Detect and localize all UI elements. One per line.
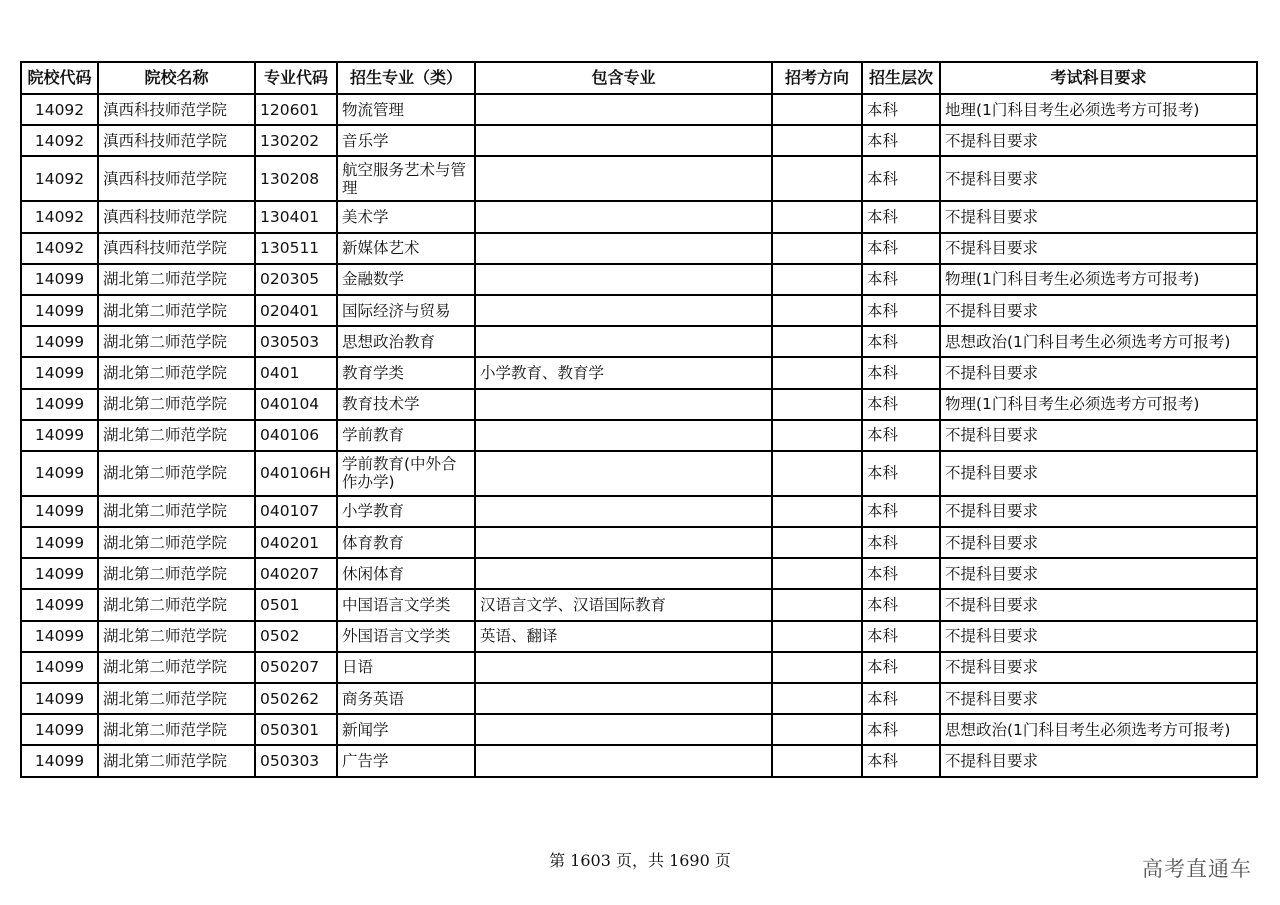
table-row bbox=[21, 621, 1257, 652]
cell-major-code: 130208 bbox=[255, 156, 337, 201]
cell-level: 本科 bbox=[862, 201, 940, 232]
header-school-code: 院校代码 bbox=[21, 62, 98, 94]
cell-school-code: 14099 bbox=[21, 357, 98, 388]
cell-level: 本科 bbox=[862, 420, 940, 451]
cell-school-code: 14099 bbox=[21, 326, 98, 357]
cell-major-code: 0501 bbox=[255, 589, 337, 620]
cell-school-name: 滇西科技师范学院 bbox=[98, 201, 255, 232]
cell-major: 国际经济与贸易 bbox=[337, 295, 475, 326]
cell-requirement: 不提科目要求 bbox=[940, 527, 1257, 558]
cell-major-code: 130202 bbox=[255, 125, 337, 156]
cell-major-code: 130511 bbox=[255, 233, 337, 264]
cell-level: 本科 bbox=[862, 94, 940, 125]
cell-requirement: 不提科目要求 bbox=[940, 125, 1257, 156]
cell-school-name: 湖北第二师范学院 bbox=[98, 527, 255, 558]
cell-includes bbox=[475, 420, 772, 451]
cell-school-code: 14092 bbox=[21, 233, 98, 264]
cell-major-code: 040107 bbox=[255, 496, 337, 527]
cell-major-code: 050301 bbox=[255, 714, 337, 745]
cell-direction bbox=[772, 683, 862, 714]
cell-level: 本科 bbox=[862, 683, 940, 714]
cell-school-code: 14099 bbox=[21, 714, 98, 745]
cell-major-code: 040104 bbox=[255, 389, 337, 420]
table-row bbox=[21, 389, 1257, 420]
cell-school-name: 滇西科技师范学院 bbox=[98, 156, 255, 201]
cell-requirement: 不提科目要求 bbox=[940, 451, 1257, 496]
table-row bbox=[21, 264, 1257, 295]
cell-major-code: 0502 bbox=[255, 621, 337, 652]
cell-school-code: 14099 bbox=[21, 389, 98, 420]
cell-school-code: 14092 bbox=[21, 125, 98, 156]
cell-includes bbox=[475, 714, 772, 745]
cell-school-name: 湖北第二师范学院 bbox=[98, 451, 255, 496]
cell-direction bbox=[772, 156, 862, 201]
cell-requirement: 物理(1门科目考生必须选考方可报考) bbox=[940, 264, 1257, 295]
cell-includes bbox=[475, 125, 772, 156]
cell-requirement: 不提科目要求 bbox=[940, 295, 1257, 326]
cell-major: 小学教育 bbox=[337, 496, 475, 527]
cell-major-code: 050262 bbox=[255, 683, 337, 714]
cell-major: 外国语言文学类 bbox=[337, 621, 475, 652]
cell-level: 本科 bbox=[862, 527, 940, 558]
cell-major: 航空服务艺术与管理 bbox=[337, 156, 475, 201]
cell-major: 金融数学 bbox=[337, 264, 475, 295]
cell-direction bbox=[772, 621, 862, 652]
cell-level: 本科 bbox=[862, 357, 940, 388]
cell-level: 本科 bbox=[862, 233, 940, 264]
cell-major-code: 050207 bbox=[255, 652, 337, 683]
table-row bbox=[21, 295, 1257, 326]
cell-school-code: 14099 bbox=[21, 683, 98, 714]
cell-school-code: 14092 bbox=[21, 156, 98, 201]
cell-school-name: 湖北第二师范学院 bbox=[98, 389, 255, 420]
cell-major-code: 020401 bbox=[255, 295, 337, 326]
header-includes: 包含专业 bbox=[475, 62, 772, 94]
cell-direction bbox=[772, 326, 862, 357]
cell-major-code: 030503 bbox=[255, 326, 337, 357]
cell-school-code: 14099 bbox=[21, 652, 98, 683]
cell-level: 本科 bbox=[862, 326, 940, 357]
cell-major: 物流管理 bbox=[337, 94, 475, 125]
cell-level: 本科 bbox=[862, 156, 940, 201]
cell-direction bbox=[772, 745, 862, 776]
cell-school-name: 滇西科技师范学院 bbox=[98, 125, 255, 156]
cell-direction bbox=[772, 389, 862, 420]
cell-includes bbox=[475, 496, 772, 527]
cell-major: 新媒体艺术 bbox=[337, 233, 475, 264]
cell-major: 休闲体育 bbox=[337, 558, 475, 589]
cell-requirement: 地理(1门科目考生必须选考方可报考) bbox=[940, 94, 1257, 125]
table-row bbox=[21, 527, 1257, 558]
table-body bbox=[21, 94, 1257, 777]
table-row bbox=[21, 233, 1257, 264]
cell-school-name: 湖北第二师范学院 bbox=[98, 683, 255, 714]
cell-direction bbox=[772, 527, 862, 558]
cell-school-name: 湖北第二师范学院 bbox=[98, 420, 255, 451]
cell-major: 美术学 bbox=[337, 201, 475, 232]
header-direction: 招考方向 bbox=[772, 62, 862, 94]
cell-major-code: 040207 bbox=[255, 558, 337, 589]
cell-school-code: 14099 bbox=[21, 589, 98, 620]
table-row bbox=[21, 714, 1257, 745]
cell-school-code: 14099 bbox=[21, 420, 98, 451]
header-major-code: 专业代码 bbox=[255, 62, 337, 94]
header-level: 招生层次 bbox=[862, 62, 940, 94]
cell-includes bbox=[475, 233, 772, 264]
cell-school-code: 14099 bbox=[21, 264, 98, 295]
table-row bbox=[21, 558, 1257, 589]
cell-includes bbox=[475, 326, 772, 357]
cell-school-name: 湖北第二师范学院 bbox=[98, 745, 255, 776]
cell-includes bbox=[475, 201, 772, 232]
cell-level: 本科 bbox=[862, 589, 940, 620]
header-row bbox=[21, 62, 1257, 94]
cell-school-name: 湖北第二师范学院 bbox=[98, 621, 255, 652]
cell-major: 学前教育(中外合作办学) bbox=[337, 451, 475, 496]
header-major: 招生专业（类） bbox=[337, 62, 475, 94]
cell-level: 本科 bbox=[862, 745, 940, 776]
table-row bbox=[21, 201, 1257, 232]
cell-school-code: 14099 bbox=[21, 745, 98, 776]
cell-school-name: 湖北第二师范学院 bbox=[98, 357, 255, 388]
table-row bbox=[21, 357, 1257, 388]
cell-direction bbox=[772, 496, 862, 527]
cell-includes bbox=[475, 558, 772, 589]
table-row bbox=[21, 451, 1257, 496]
cell-major-code: 040106H bbox=[255, 451, 337, 496]
cell-requirement: 不提科目要求 bbox=[940, 233, 1257, 264]
cell-school-name: 湖北第二师范学院 bbox=[98, 589, 255, 620]
cell-requirement: 不提科目要求 bbox=[940, 496, 1257, 527]
cell-includes bbox=[475, 745, 772, 776]
cell-direction bbox=[772, 451, 862, 496]
table-row bbox=[21, 326, 1257, 357]
page-number: 第 1603 页，共 1690 页 bbox=[549, 851, 731, 870]
cell-level: 本科 bbox=[862, 714, 940, 745]
cell-major: 思想政治教育 bbox=[337, 326, 475, 357]
cell-requirement: 不提科目要求 bbox=[940, 652, 1257, 683]
cell-school-code: 14099 bbox=[21, 621, 98, 652]
cell-major-code: 040106 bbox=[255, 420, 337, 451]
header-requirement: 考试科目要求 bbox=[940, 62, 1257, 94]
cell-direction bbox=[772, 357, 862, 388]
cell-major-code: 120601 bbox=[255, 94, 337, 125]
cell-requirement: 不提科目要求 bbox=[940, 589, 1257, 620]
cell-includes bbox=[475, 683, 772, 714]
cell-school-code: 14099 bbox=[21, 496, 98, 527]
cell-major: 学前教育 bbox=[337, 420, 475, 451]
table-row bbox=[21, 94, 1257, 125]
cell-school-code: 14099 bbox=[21, 558, 98, 589]
cell-school-code: 14099 bbox=[21, 451, 98, 496]
cell-requirement: 思想政治(1门科目考生必须选考方可报考) bbox=[940, 326, 1257, 357]
cell-direction bbox=[772, 714, 862, 745]
cell-includes bbox=[475, 264, 772, 295]
cell-major-code: 0401 bbox=[255, 357, 337, 388]
cell-major-code: 130401 bbox=[255, 201, 337, 232]
cell-level: 本科 bbox=[862, 652, 940, 683]
cell-level: 本科 bbox=[862, 621, 940, 652]
cell-level: 本科 bbox=[862, 389, 940, 420]
admissions-table bbox=[20, 61, 1258, 778]
cell-requirement: 不提科目要求 bbox=[940, 420, 1257, 451]
cell-school-name: 湖北第二师范学院 bbox=[98, 264, 255, 295]
cell-includes bbox=[475, 295, 772, 326]
cell-level: 本科 bbox=[862, 264, 940, 295]
table-row bbox=[21, 589, 1257, 620]
cell-school-name: 湖北第二师范学院 bbox=[98, 558, 255, 589]
table-row bbox=[21, 496, 1257, 527]
cell-requirement: 不提科目要求 bbox=[940, 745, 1257, 776]
cell-includes bbox=[475, 156, 772, 201]
cell-major-code: 020305 bbox=[255, 264, 337, 295]
cell-major-code: 040201 bbox=[255, 527, 337, 558]
cell-school-code: 14092 bbox=[21, 201, 98, 232]
cell-requirement: 不提科目要求 bbox=[940, 621, 1257, 652]
cell-includes bbox=[475, 527, 772, 558]
cell-major: 教育技术学 bbox=[337, 389, 475, 420]
cell-includes bbox=[475, 652, 772, 683]
table-row bbox=[21, 745, 1257, 776]
cell-major: 中国语言文学类 bbox=[337, 589, 475, 620]
cell-includes: 小学教育、教育学 bbox=[475, 357, 772, 388]
cell-school-code: 14092 bbox=[21, 94, 98, 125]
cell-school-code: 14099 bbox=[21, 527, 98, 558]
cell-major-code: 050303 bbox=[255, 745, 337, 776]
cell-major: 音乐学 bbox=[337, 125, 475, 156]
cell-requirement: 物理(1门科目考生必须选考方可报考) bbox=[940, 389, 1257, 420]
cell-level: 本科 bbox=[862, 451, 940, 496]
cell-direction bbox=[772, 420, 862, 451]
cell-school-name: 湖北第二师范学院 bbox=[98, 652, 255, 683]
cell-major: 日语 bbox=[337, 652, 475, 683]
cell-school-name: 滇西科技师范学院 bbox=[98, 94, 255, 125]
cell-level: 本科 bbox=[862, 496, 940, 527]
table-row bbox=[21, 652, 1257, 683]
table-row bbox=[21, 156, 1257, 201]
cell-direction bbox=[772, 295, 862, 326]
cell-requirement: 不提科目要求 bbox=[940, 683, 1257, 714]
cell-requirement: 不提科目要求 bbox=[940, 201, 1257, 232]
cell-requirement: 不提科目要求 bbox=[940, 357, 1257, 388]
cell-school-name: 滇西科技师范学院 bbox=[98, 233, 255, 264]
cell-requirement: 不提科目要求 bbox=[940, 156, 1257, 201]
cell-level: 本科 bbox=[862, 558, 940, 589]
cell-major: 新闻学 bbox=[337, 714, 475, 745]
header-school-name: 院校名称 bbox=[98, 62, 255, 94]
cell-school-name: 湖北第二师范学院 bbox=[98, 496, 255, 527]
cell-school-name: 湖北第二师范学院 bbox=[98, 714, 255, 745]
table-row bbox=[21, 683, 1257, 714]
cell-requirement: 不提科目要求 bbox=[940, 558, 1257, 589]
watermark: 高考直通车 bbox=[1142, 857, 1252, 881]
cell-requirement: 思想政治(1门科目考生必须选考方可报考) bbox=[940, 714, 1257, 745]
cell-includes: 汉语言文学、汉语国际教育 bbox=[475, 589, 772, 620]
cell-direction bbox=[772, 94, 862, 125]
cell-direction bbox=[772, 125, 862, 156]
cell-direction bbox=[772, 264, 862, 295]
cell-school-code: 14099 bbox=[21, 295, 98, 326]
cell-level: 本科 bbox=[862, 125, 940, 156]
cell-direction bbox=[772, 652, 862, 683]
cell-includes bbox=[475, 451, 772, 496]
cell-major: 广告学 bbox=[337, 745, 475, 776]
cell-direction bbox=[772, 589, 862, 620]
cell-direction bbox=[772, 558, 862, 589]
cell-school-name: 湖北第二师范学院 bbox=[98, 295, 255, 326]
cell-direction bbox=[772, 233, 862, 264]
cell-level: 本科 bbox=[862, 295, 940, 326]
cell-direction bbox=[772, 201, 862, 232]
table-row bbox=[21, 125, 1257, 156]
cell-includes bbox=[475, 389, 772, 420]
cell-major: 商务英语 bbox=[337, 683, 475, 714]
cell-includes bbox=[475, 94, 772, 125]
cell-major: 体育教育 bbox=[337, 527, 475, 558]
table-row bbox=[21, 420, 1257, 451]
cell-school-name: 湖北第二师范学院 bbox=[98, 326, 255, 357]
cell-includes: 英语、翻译 bbox=[475, 621, 772, 652]
cell-major: 教育学类 bbox=[337, 357, 475, 388]
